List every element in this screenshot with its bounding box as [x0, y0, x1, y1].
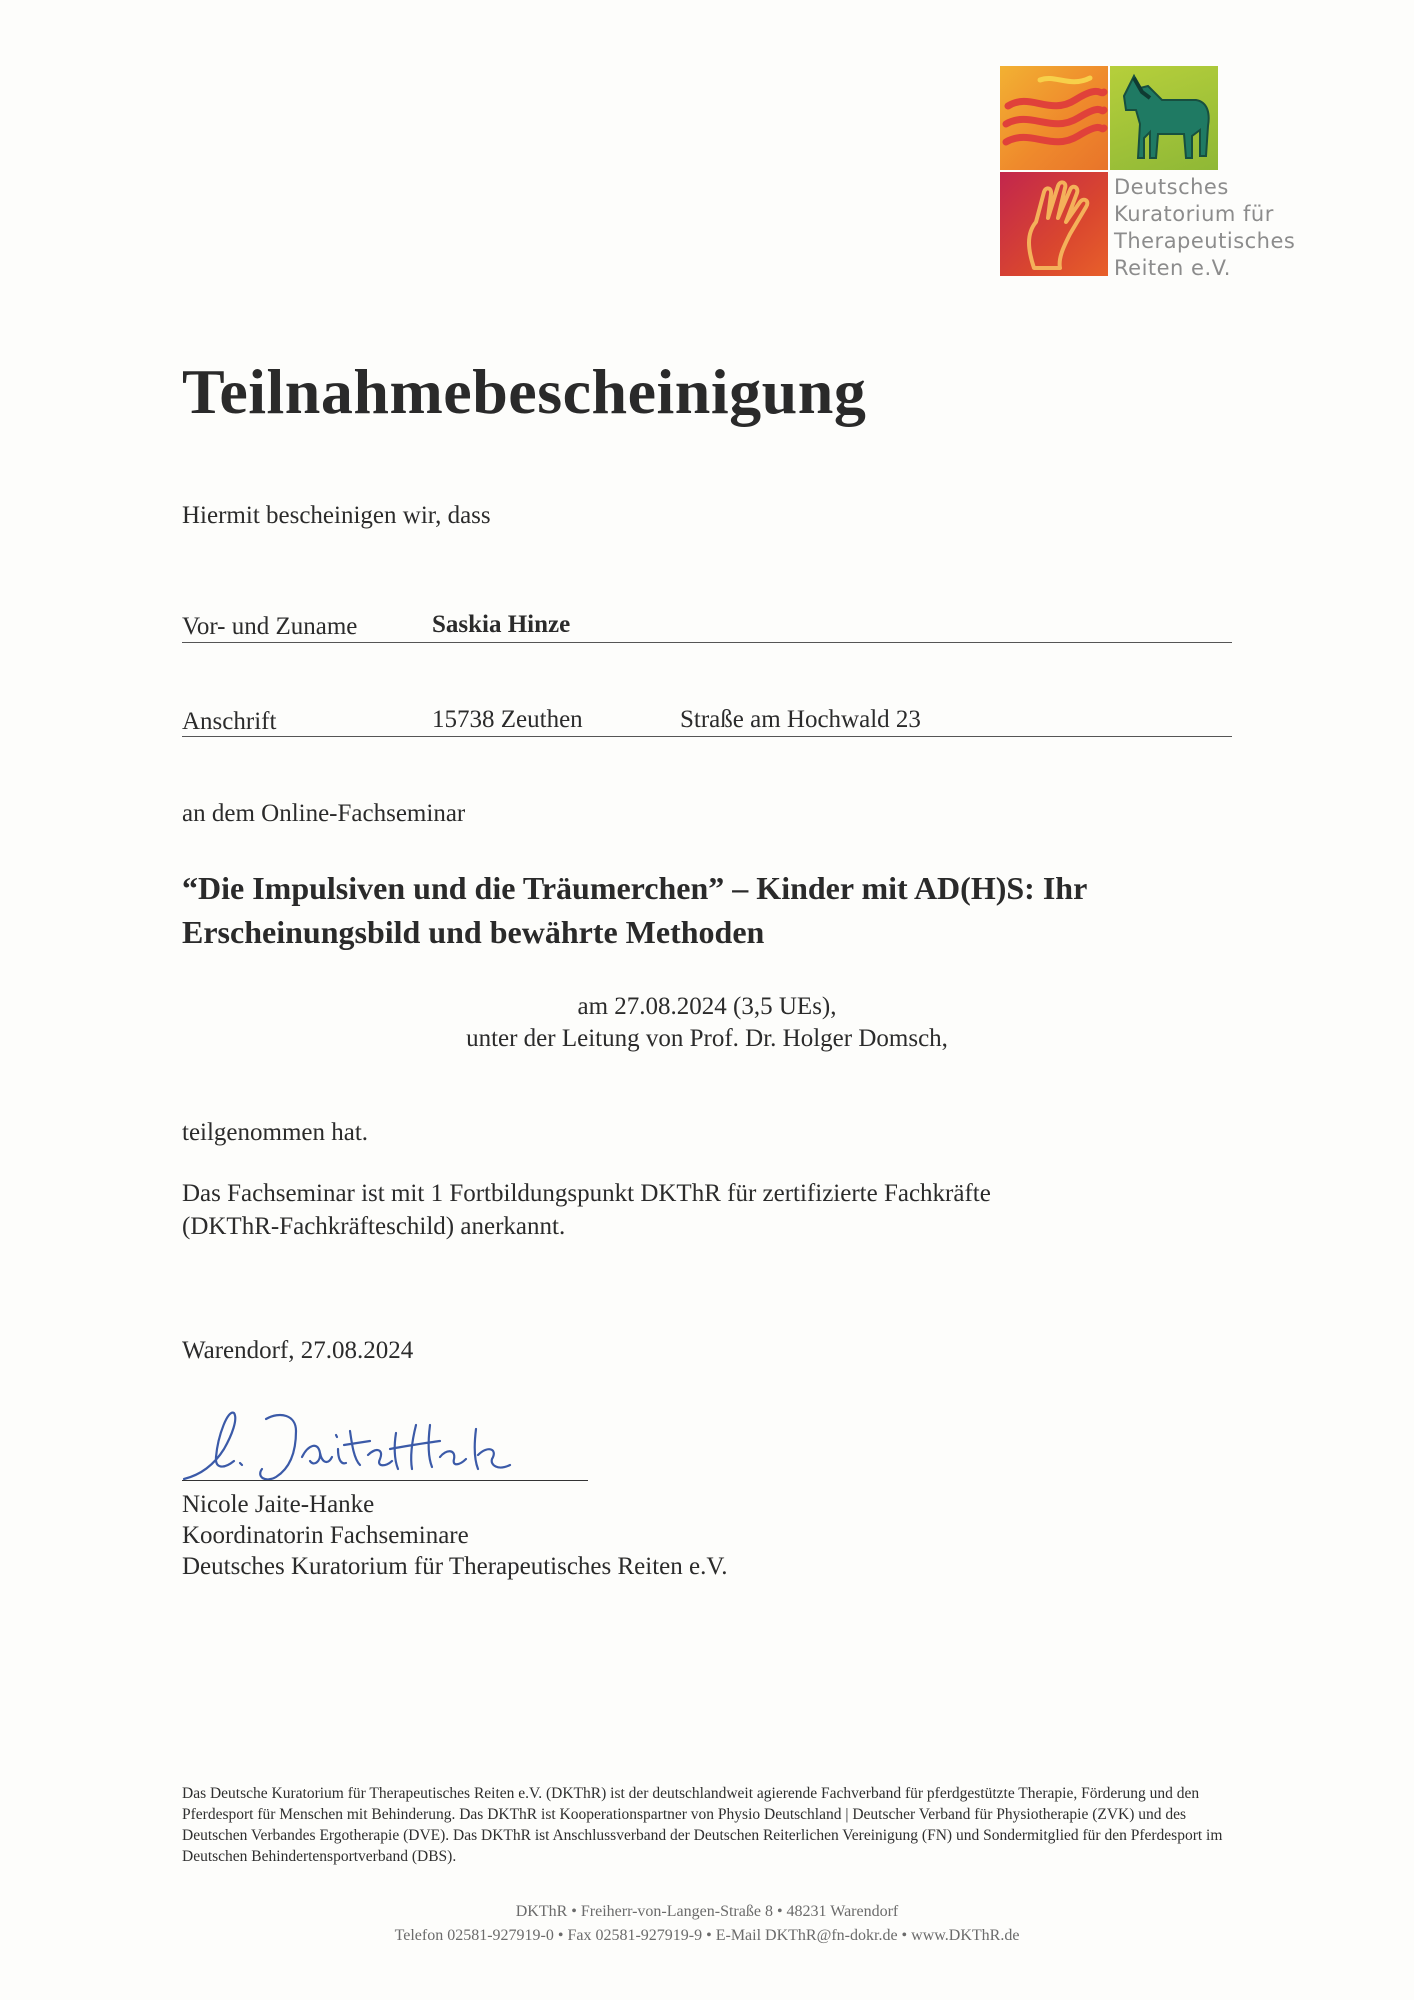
seminar-title: “Die Impulsiven und die Träumerchen” – Kinder mit AD(H)S: Ihr Erscheinungsbild und bewährte Methoden [182, 870, 1087, 950]
footer-contact: Telefon 02581-927919-0 • Fax 02581-927919-9 • E-Mail DKThR@fn-dokr.de • www.DKThR.de [394, 1927, 1020, 1944]
name-label: Vor- und Zuname [182, 613, 358, 640]
logo-line: Reiten e.V. [1114, 256, 1231, 280]
place-date: Warendorf, 27.08.2024 [182, 1337, 414, 1364]
hand-icon [1000, 172, 1108, 276]
footer-description: Das Deutsche Kuratorium für Therapeutisches Reiten e.V. (DKThR) ist der deutschlandweit agierende Fachverband für pferdgestützte Therapie, Förderung und den Pferdesport für Menschen mit Behinderung. Das DKThR ist Kooperationspartner von Physio Deutschland | Deutscher Verband für Physiotherapie (ZVK) und des Deutschen Verbandes Ergotherapie (DVE). Das DKThR ist Anschlussverband der Deutschen Reiterlichen Vereinigung (FN) und Sondermitglied für den Pferdesport im Deutschen Behindertensportverband (DBS). [182, 1785, 1223, 1865]
horse-icon [1110, 66, 1218, 170]
seminar-intro: an dem Online-Fachseminar [182, 800, 466, 827]
logo-line: Therapeutisches [1114, 229, 1296, 253]
dkthr-logo [1000, 66, 1320, 281]
logo-wordmark [1114, 174, 1295, 282]
address-label: Anschrift [182, 708, 277, 735]
signatory-organization: Deutsches Kuratorium für Therapeutisches Reiten e.V. [182, 1553, 728, 1580]
signatory-role: Koordinatorin Fachseminare [182, 1522, 469, 1549]
intro-text: Hiermit bescheinigen wir, dass [182, 502, 491, 529]
document-title: Teilnahmebescheinigung [182, 356, 867, 427]
address-underline [182, 736, 1232, 737]
waves-icon [1000, 66, 1108, 170]
footer-address: DKThR • Freiherr-von-Langen-Straße 8 • 48231 Warendorf [515, 1903, 899, 1920]
address-street: Straße am Hochwald 23 [680, 706, 921, 733]
recognition-line-1: Das Fachseminar ist mit 1 Fortbildungspunkt DKThR für zertifizierte Fachkräfte [182, 1180, 991, 1207]
recognition-line-2: (DKThR-Fachkräfteschild) anerkannt. [182, 1213, 566, 1240]
signature-line [182, 1480, 588, 1481]
logo-line: Kuratorium für [1114, 202, 1274, 226]
logo-line: Deutsches [1114, 175, 1229, 199]
name-value: Saskia Hinze [432, 611, 571, 638]
handwritten-signature [180, 1405, 610, 1485]
signatory-name: Nicole Jaite-Hanke [182, 1491, 375, 1518]
name-underline [182, 642, 1232, 643]
participated-text: teilgenommen hat. [182, 1119, 369, 1146]
seminar-date: am 27.08.2024 (3,5 UEs), [577, 993, 837, 1020]
address-city: 15738 Zeuthen [432, 706, 583, 733]
seminar-lead: unter der Leitung von Prof. Dr. Holger Domsch, [466, 1025, 948, 1052]
